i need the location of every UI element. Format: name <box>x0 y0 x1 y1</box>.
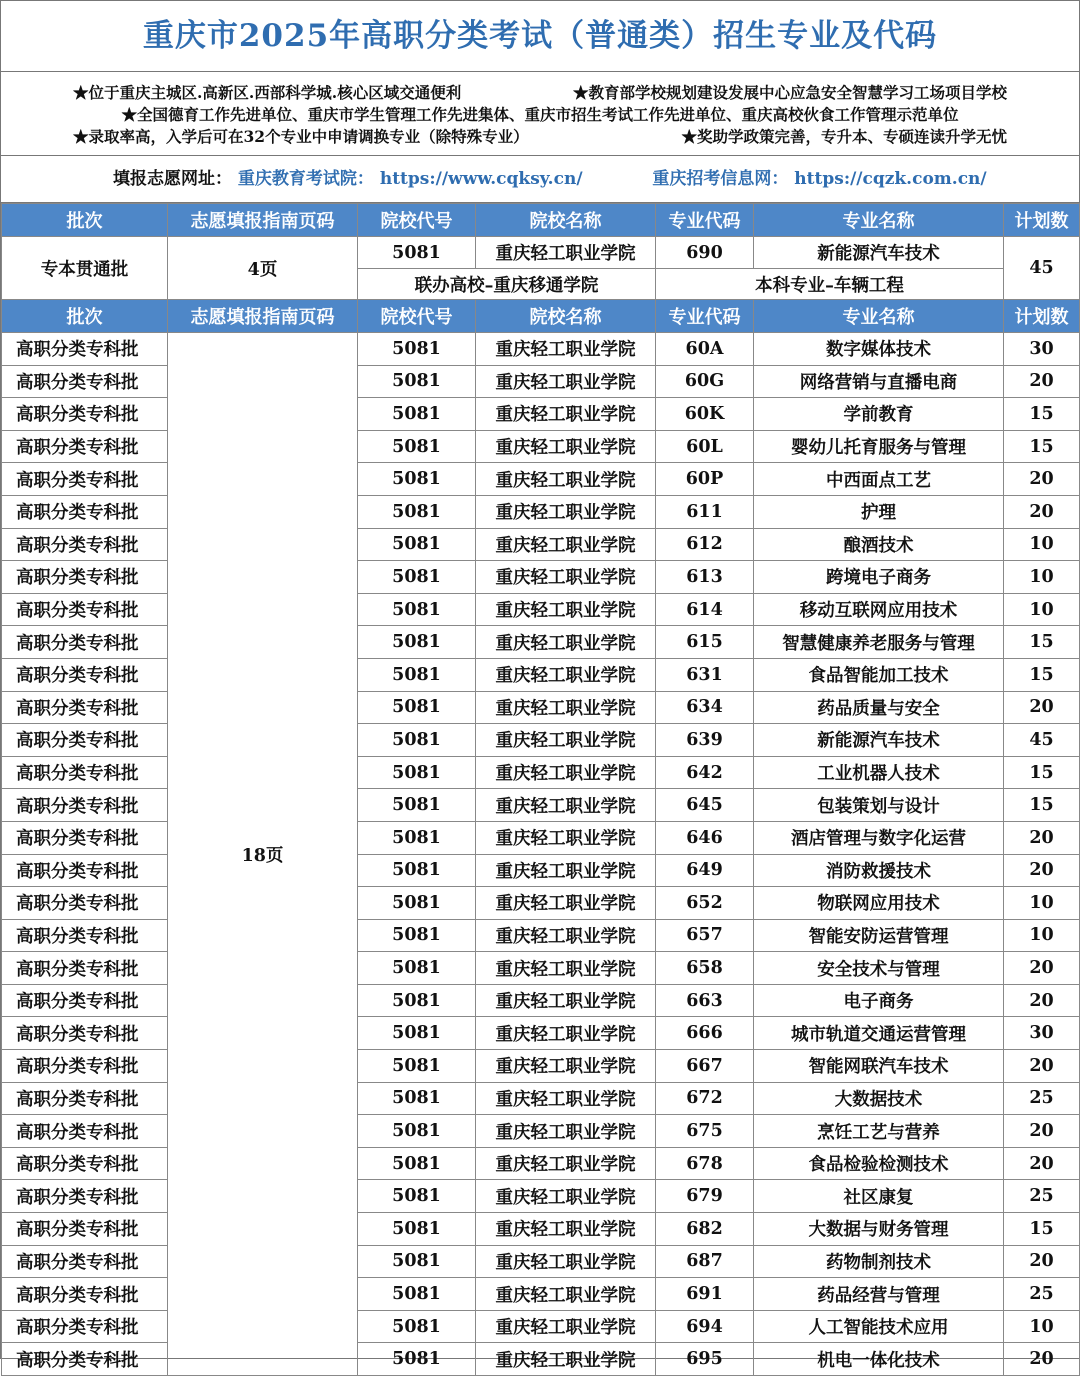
batch-cell: 高职分类专科批 <box>2 1180 168 1213</box>
table-row <box>2 1213 1080 1246</box>
plan-cell: 30 <box>1004 333 1080 366</box>
plan-cell: 20 <box>1004 1147 1080 1180</box>
plan-cell: 10 <box>1004 919 1080 952</box>
major-code-cell: 687 <box>656 1245 754 1278</box>
major-name-cell: 烹饪工艺与营养 <box>754 1115 1004 1148</box>
school-code-cell: 5081 <box>358 528 476 561</box>
major-code-cell: 60A <box>656 333 754 366</box>
major-name-cell: 食品智能加工技术 <box>754 658 1004 691</box>
batch-cell: 高职分类专科批 <box>2 984 168 1017</box>
table-row <box>2 237 1080 269</box>
school-name-cell: 重庆轻工职业学院 <box>476 561 656 594</box>
plan-cell: 15 <box>1004 658 1080 691</box>
major-name-cell: 城市轨道交通运营管理 <box>754 1017 1004 1050</box>
page-title: 重庆市2025年高职分类考试（普通类）招生专业及代码 <box>1 1 1079 72</box>
major-code-cell: 666 <box>656 1017 754 1050</box>
batch-cell: 高职分类专科批 <box>2 365 168 398</box>
school-code-cell: 5081 <box>358 1310 476 1343</box>
application-urls <box>1 156 1079 203</box>
major-code-cell: 663 <box>656 984 754 1017</box>
batch-cell: 高职分类专科批 <box>2 561 168 594</box>
major-name-cell: 数字媒体技术 <box>754 333 1004 366</box>
header-school-name: 院校名称 <box>476 300 656 333</box>
school-name-cell: 重庆轻工职业学院 <box>476 919 656 952</box>
school-name-cell: 重庆轻工职业学院 <box>476 463 656 496</box>
table-row <box>2 984 1080 1017</box>
major-code-cell: 60K <box>656 398 754 431</box>
school-code-cell: 5081 <box>358 1278 476 1311</box>
plan-cell: 45 <box>1004 724 1080 757</box>
partner-school-cell: 联办高校–重庆移通学院 <box>358 269 656 300</box>
header-school-code: 院校代号 <box>358 300 476 333</box>
guide-page-cell: 18页 <box>168 333 358 1376</box>
batch-cell: 高职分类专科批 <box>2 528 168 561</box>
plan-cell: 20 <box>1004 1050 1080 1083</box>
plan-cell: 10 <box>1004 528 1080 561</box>
admission-table <box>1 203 1080 1376</box>
batch-cell: 高职分类专科批 <box>2 1245 168 1278</box>
major-name-cell: 食品检验检测技术 <box>754 1147 1004 1180</box>
major-name-cell: 酒店管理与数字化运营 <box>754 821 1004 854</box>
table-row <box>2 333 1080 366</box>
plan-cell: 30 <box>1004 1017 1080 1050</box>
major-code-cell: 695 <box>656 1343 754 1376</box>
school-code-cell: 5081 <box>358 1343 476 1376</box>
major-name-cell: 大数据技术 <box>754 1082 1004 1115</box>
header-row-2 <box>2 300 1080 333</box>
school-code-cell: 5081 <box>358 1082 476 1115</box>
major-code-cell: 631 <box>656 658 754 691</box>
batch-cell: 高职分类专科批 <box>2 658 168 691</box>
table-row <box>2 854 1080 887</box>
school-code-cell: 5081 <box>358 463 476 496</box>
major-code-cell: 614 <box>656 593 754 626</box>
note-honors: ★全国德育工作先进单位、重庆市学生管理工作先进集体、重庆市招生考试工作先进单位、重庆高校伙食工作管理示范单位 <box>121 105 959 124</box>
major-code-cell: 60G <box>656 365 754 398</box>
plan-cell: 20 <box>1004 1245 1080 1278</box>
major-code-cell: 682 <box>656 1213 754 1246</box>
note-admission: ★录取率高，入学后可在32个专业中申请调换专业（除特殊专业） <box>73 127 529 146</box>
table-row <box>2 463 1080 496</box>
batch-cell: 高职分类专科批 <box>2 495 168 528</box>
batch-cell: 高职分类专科批 <box>2 952 168 985</box>
school-code-cell: 5081 <box>358 626 476 659</box>
school-code-cell: 5081 <box>358 887 476 920</box>
major-name-cell: 物联网应用技术 <box>754 887 1004 920</box>
major-name-cell: 工业机器人技术 <box>754 756 1004 789</box>
major-name-cell: 护理 <box>754 495 1004 528</box>
bachelor-major-cell: 本科专业–车辆工程 <box>656 269 1004 300</box>
major-code-cell: 657 <box>656 919 754 952</box>
school-name-cell: 重庆轻工职业学院 <box>476 593 656 626</box>
plan-cell: 10 <box>1004 561 1080 594</box>
batch-cell: 高职分类专科批 <box>2 1278 168 1311</box>
table-row <box>2 1245 1080 1278</box>
major-code-cell: 672 <box>656 1082 754 1115</box>
batch-cell: 高职分类专科批 <box>2 1115 168 1148</box>
batch-cell: 高职分类专科批 <box>2 1147 168 1180</box>
major-name-cell: 智慧健康养老服务与管理 <box>754 626 1004 659</box>
plan-cell: 10 <box>1004 887 1080 920</box>
plan-cell: 20 <box>1004 691 1080 724</box>
table-row <box>2 919 1080 952</box>
major-name-cell: 药物制剂技术 <box>754 1245 1004 1278</box>
table-row <box>2 1017 1080 1050</box>
plan-cell: 25 <box>1004 1180 1080 1213</box>
table-row <box>2 821 1080 854</box>
table-row <box>2 1343 1080 1376</box>
table-row <box>2 593 1080 626</box>
note-project: ★教育部学校规划建设发展中心应急安全智慧学习工场项目学校 <box>572 83 1007 102</box>
header-school-name: 院校名称 <box>476 204 656 237</box>
major-code-cell: 678 <box>656 1147 754 1180</box>
school-code-cell: 5081 <box>358 952 476 985</box>
plan-cell: 15 <box>1004 1213 1080 1246</box>
school-name-cell: 重庆轻工职业学院 <box>476 237 656 269</box>
major-name-cell: 人工智能技术应用 <box>754 1310 1004 1343</box>
school-code-cell: 5081 <box>358 1017 476 1050</box>
table-row <box>2 495 1080 528</box>
batch-cell: 高职分类专科批 <box>2 1017 168 1050</box>
batch-cell: 高职分类专科批 <box>2 1082 168 1115</box>
major-code-cell: 645 <box>656 789 754 822</box>
major-code-cell: 658 <box>656 952 754 985</box>
major-code-cell: 60P <box>656 463 754 496</box>
school-code-cell: 5081 <box>358 724 476 757</box>
school-code-cell: 5081 <box>358 1180 476 1213</box>
site1-name: 重庆教育考试院： <box>237 169 374 189</box>
major-name-cell: 电子商务 <box>754 984 1004 1017</box>
school-name-cell: 重庆轻工职业学院 <box>476 1082 656 1115</box>
header-major-name: 专业名称 <box>754 300 1004 333</box>
school-code-cell: 5081 <box>358 237 476 269</box>
school-code-cell: 5081 <box>358 984 476 1017</box>
table-row <box>2 658 1080 691</box>
school-name-cell: 重庆轻工职业学院 <box>476 398 656 431</box>
batch-cell: 专本贯通批 <box>2 237 168 300</box>
table-row <box>2 1180 1080 1213</box>
table-row <box>2 691 1080 724</box>
batch-cell: 高职分类专科批 <box>2 756 168 789</box>
major-name-cell: 学前教育 <box>754 398 1004 431</box>
table-row <box>2 1115 1080 1148</box>
school-code-cell: 5081 <box>358 1245 476 1278</box>
school-code-cell: 5081 <box>358 1147 476 1180</box>
school-code-cell: 5081 <box>358 854 476 887</box>
batch-cell: 高职分类专科批 <box>2 1213 168 1246</box>
major-name-cell: 移动互联网应用技术 <box>754 593 1004 626</box>
school-name-cell: 重庆轻工职业学院 <box>476 365 656 398</box>
major-code-cell: 694 <box>656 1310 754 1343</box>
school-name-cell: 重庆轻工职业学院 <box>476 1147 656 1180</box>
batch-cell: 高职分类专科批 <box>2 887 168 920</box>
major-code-cell: 649 <box>656 854 754 887</box>
school-name-cell: 重庆轻工职业学院 <box>476 821 656 854</box>
table-row <box>2 887 1080 920</box>
school-code-cell: 5081 <box>358 430 476 463</box>
major-code-cell: 612 <box>656 528 754 561</box>
school-code-cell: 5081 <box>358 333 476 366</box>
plan-cell: 20 <box>1004 821 1080 854</box>
plan-cell: 20 <box>1004 365 1080 398</box>
header-major-name: 专业名称 <box>754 204 1004 237</box>
header-guide-page: 志愿填报指南页码 <box>168 300 358 333</box>
major-code-cell: 634 <box>656 691 754 724</box>
major-name-cell: 新能源汽车技术 <box>754 724 1004 757</box>
major-code-cell: 679 <box>656 1180 754 1213</box>
major-code-cell: 615 <box>656 626 754 659</box>
school-name-cell: 重庆轻工职业学院 <box>476 495 656 528</box>
batch-cell: 高职分类专科批 <box>2 691 168 724</box>
school-name-cell: 重庆轻工职业学院 <box>476 854 656 887</box>
school-code-cell: 5081 <box>358 821 476 854</box>
plan-cell: 15 <box>1004 626 1080 659</box>
school-code-cell: 5081 <box>358 756 476 789</box>
major-code-cell: 691 <box>656 1278 754 1311</box>
major-name-cell: 跨境电子商务 <box>754 561 1004 594</box>
plan-cell: 15 <box>1004 789 1080 822</box>
school-code-cell: 5081 <box>358 691 476 724</box>
batch-cell: 高职分类专科批 <box>2 854 168 887</box>
batch-cell: 高职分类专科批 <box>2 919 168 952</box>
batch-cell: 高职分类专科批 <box>2 463 168 496</box>
header-major-code: 专业代码 <box>656 300 754 333</box>
school-name-cell: 重庆轻工职业学院 <box>476 724 656 757</box>
school-name-cell: 重庆轻工职业学院 <box>476 528 656 561</box>
school-name-cell: 重庆轻工职业学院 <box>476 789 656 822</box>
site2-link[interactable]: https://cqzk.com.cn/ <box>794 169 987 189</box>
table-row <box>2 724 1080 757</box>
major-name-cell: 药品质量与安全 <box>754 691 1004 724</box>
plan-cell: 25 <box>1004 1278 1080 1311</box>
major-code-cell: 690 <box>656 237 754 269</box>
plan-cell: 20 <box>1004 1115 1080 1148</box>
plan-cell: 20 <box>1004 495 1080 528</box>
note-scholarship: ★奖助学政策完善，专升本、专硕连读升学无忧 <box>681 127 1007 146</box>
header-batch: 批次 <box>2 300 168 333</box>
table-row <box>2 626 1080 659</box>
plan-cell: 10 <box>1004 593 1080 626</box>
school-code-cell: 5081 <box>358 1213 476 1246</box>
guide-page-cell: 4页 <box>168 237 358 300</box>
school-name-cell: 重庆轻工职业学院 <box>476 984 656 1017</box>
batch-cell: 高职分类专科批 <box>2 398 168 431</box>
school-code-cell: 5081 <box>358 398 476 431</box>
highlights <box>1 72 1079 156</box>
plan-cell: 45 <box>1004 237 1080 300</box>
major-name-cell: 大数据与财务管理 <box>754 1213 1004 1246</box>
major-code-cell: 613 <box>656 561 754 594</box>
major-name-cell: 药品经营与管理 <box>754 1278 1004 1311</box>
batch-cell: 高职分类专科批 <box>2 1310 168 1343</box>
major-name-cell: 智能网联汽车技术 <box>754 1050 1004 1083</box>
school-name-cell: 重庆轻工职业学院 <box>476 658 656 691</box>
major-code-cell: 611 <box>656 495 754 528</box>
header-batch: 批次 <box>2 204 168 237</box>
header-plan: 计划数 <box>1004 300 1080 333</box>
plan-cell: 10 <box>1004 1310 1080 1343</box>
school-name-cell: 重庆轻工职业学院 <box>476 1017 656 1050</box>
major-name-cell: 新能源汽车技术 <box>754 237 1004 269</box>
batch-cell: 高职分类专科批 <box>2 1050 168 1083</box>
major-name-cell: 智能安防运营管理 <box>754 919 1004 952</box>
batch-cell: 高职分类专科批 <box>2 626 168 659</box>
school-code-cell: 5081 <box>358 495 476 528</box>
major-code-cell: 652 <box>656 887 754 920</box>
table-row <box>2 952 1080 985</box>
school-name-cell: 重庆轻工职业学院 <box>476 691 656 724</box>
major-code-cell: 642 <box>656 756 754 789</box>
school-name-cell: 重庆轻工职业学院 <box>476 1180 656 1213</box>
major-name-cell: 安全技术与管理 <box>754 952 1004 985</box>
school-code-cell: 5081 <box>358 1115 476 1148</box>
school-code-cell: 5081 <box>358 789 476 822</box>
school-name-cell: 重庆轻工职业学院 <box>476 333 656 366</box>
school-code-cell: 5081 <box>358 1050 476 1083</box>
plan-cell: 20 <box>1004 1343 1080 1376</box>
major-name-cell: 社区康复 <box>754 1180 1004 1213</box>
batch-cell: 高职分类专科批 <box>2 789 168 822</box>
urls-label: 填报志愿网址： <box>113 169 232 189</box>
batch-cell: 高职分类专科批 <box>2 430 168 463</box>
plan-cell: 15 <box>1004 430 1080 463</box>
header-plan: 计划数 <box>1004 204 1080 237</box>
school-code-cell: 5081 <box>358 919 476 952</box>
plan-cell: 25 <box>1004 1082 1080 1115</box>
major-name-cell: 婴幼儿托育服务与管理 <box>754 430 1004 463</box>
batch-cell: 高职分类专科批 <box>2 1343 168 1376</box>
major-name-cell: 机电一体化技术 <box>754 1343 1004 1376</box>
header-guide-page: 志愿填报指南页码 <box>168 204 358 237</box>
plan-cell: 20 <box>1004 984 1080 1017</box>
table-row <box>2 561 1080 594</box>
site2-name: 重庆招考信息网： <box>652 169 789 189</box>
major-name-cell: 中西面点工艺 <box>754 463 1004 496</box>
table-row <box>2 1147 1080 1180</box>
school-name-cell: 重庆轻工职业学院 <box>476 430 656 463</box>
major-name-cell: 网络营销与直播电商 <box>754 365 1004 398</box>
major-code-cell: 60L <box>656 430 754 463</box>
table-row <box>2 1082 1080 1115</box>
table-row <box>2 1310 1080 1343</box>
header-major-code: 专业代码 <box>656 204 754 237</box>
table-row <box>2 1278 1080 1311</box>
table-row <box>2 789 1080 822</box>
school-code-cell: 5081 <box>358 365 476 398</box>
site1-link[interactable]: https://www.cqksy.cn/ <box>379 169 583 189</box>
major-code-cell: 646 <box>656 821 754 854</box>
note-location: ★位于重庆主城区.高新区.西部科学城.核心区域交通便利 <box>73 83 462 102</box>
major-name-cell: 酿酒技术 <box>754 528 1004 561</box>
major-code-cell: 639 <box>656 724 754 757</box>
school-name-cell: 重庆轻工职业学院 <box>476 1115 656 1148</box>
major-code-cell: 667 <box>656 1050 754 1083</box>
school-code-cell: 5081 <box>358 593 476 626</box>
table-row <box>2 756 1080 789</box>
batch-cell: 高职分类专科批 <box>2 593 168 626</box>
table-row <box>2 1050 1080 1083</box>
batch-cell: 高职分类专科批 <box>2 333 168 366</box>
batch-cell: 高职分类专科批 <box>2 724 168 757</box>
table-row <box>2 365 1080 398</box>
plan-cell: 20 <box>1004 463 1080 496</box>
header-row-1 <box>2 204 1080 237</box>
school-name-cell: 重庆轻工职业学院 <box>476 952 656 985</box>
major-code-cell: 675 <box>656 1115 754 1148</box>
school-name-cell: 重庆轻工职业学院 <box>476 1245 656 1278</box>
school-name-cell: 重庆轻工职业学院 <box>476 887 656 920</box>
school-name-cell: 重庆轻工职业学院 <box>476 1278 656 1311</box>
school-name-cell: 重庆轻工职业学院 <box>476 1310 656 1343</box>
school-code-cell: 5081 <box>358 658 476 691</box>
school-name-cell: 重庆轻工职业学院 <box>476 1343 656 1376</box>
batch-cell: 高职分类专科批 <box>2 821 168 854</box>
school-name-cell: 重庆轻工职业学院 <box>476 756 656 789</box>
plan-cell: 15 <box>1004 398 1080 431</box>
school-code-cell: 5081 <box>358 561 476 594</box>
header-school-code: 院校代号 <box>358 204 476 237</box>
table-row <box>2 528 1080 561</box>
school-name-cell: 重庆轻工职业学院 <box>476 1213 656 1246</box>
plan-cell: 15 <box>1004 756 1080 789</box>
plan-cell: 20 <box>1004 952 1080 985</box>
major-name-cell: 包装策划与设计 <box>754 789 1004 822</box>
table-row <box>2 398 1080 431</box>
major-name-cell: 消防救援技术 <box>754 854 1004 887</box>
school-name-cell: 重庆轻工职业学院 <box>476 1050 656 1083</box>
school-name-cell: 重庆轻工职业学院 <box>476 626 656 659</box>
plan-cell: 20 <box>1004 854 1080 887</box>
table-row <box>2 430 1080 463</box>
